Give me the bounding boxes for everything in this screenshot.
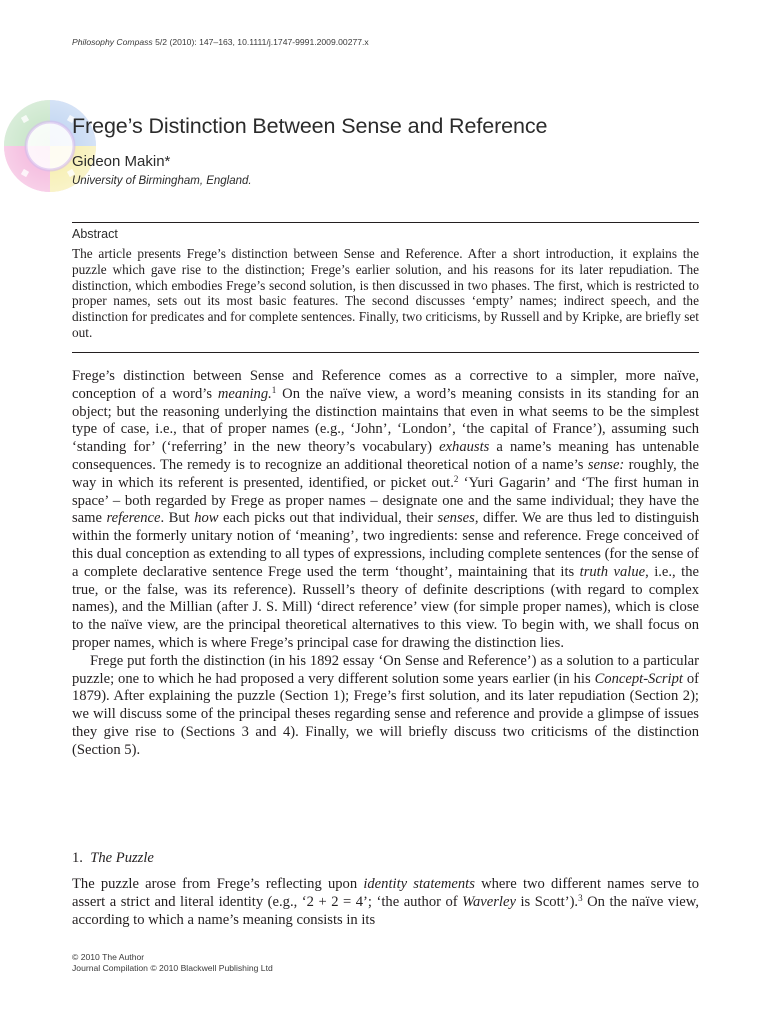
abstract-top-rule (72, 222, 699, 223)
section-heading (72, 850, 154, 867)
journal-logo (2, 72, 118, 226)
article-title: Frege’s Distinction Between Sense and Reference (72, 114, 548, 138)
body-paragraph-1: Frege’s distinction between Sense and Reference comes as a corrective to a simpler, more naïve, conception of a word’s meaning.$^1$ On the naïve view, a word’s meaning consists in its standing for an object; but the reasoning underlying the distinction maintains that even in what seems to be the simplest type of case, i.e., that of proper names (e.g., ‘John’, ‘London’, ‘the capital of France’), assuming such ‘standing for’ (‘referring’ in the new theory’s vocabulary) exhausts a name’s meaning has untenable consequences. The remedy is to recognize an additional theoretical notion of a name’s sense: roughly, the way in which its referent is presented, identified, or picket out.$^2$ ‘Yuri Gagarin’ and ‘The first human in space’ – both regarded by Frege as proper names – designate one and the same individual; they have the same reference. But how each picks out that individual, their senses, differ. We are thus led to distinguish within the formerly unitary notion of ‘meaning’, two ingredients: sense and reference. Frege conceived of this dual conception as extending to all types of expressions, including complete sentences (for the sense of a complete declarative sentence Frege used the term ‘thought’, maintaining that its truth value, i.e., the true, or the false, was its reference). Russell’s theory of definite descriptions (with regard to complex names), and the Millian (after J. S. Mill) ‘direct reference’ view (for simple proper names), which is close to the naïve view, are the principal theoretical alternatives to this view. To begin with, we shall focus on proper names, which is where Frege’s principal case for drawing the distinction lies. (72, 368, 700, 651)
footnote-ref-2[interactable]: 2 (453, 473, 459, 484)
abstract-text: The article presents Frege’s distinction between Sense and Reference. After a short introduction, it explains the puzzle which gave rise to the distinction; Frege’s earlier solution, and his reasons for its later repudiation. The distinction, which embodies Frege’s second solution, is then discussed in two phases. The first, which is restricted to proper names, sets out its most basic features. The second discusses ‘empty’ names; indirect speech, and the distinction for predicates and for complete sentences. Finally, two criticisms, by Russell and by Kripke, are briefly set out. (72, 246, 699, 340)
body-paragraph-2: Frege put forth the distinction (in his 1892 essay ‘On Sense and Reference’) as a solution to a particular puzzle; one to which he had proposed a very different solution some years earlier (in his Concept-Script of 1879). After explaining the puzzle (Section 1); Frege’s first solution, and its later repudiation (Section 2); we will discuss some of the principal theses regarding sense and reference and provide a glimpse of issues they give rise to (Sections 3 and 4). Finally, we will briefly discuss two criticisms of the distinction (Section 5). (72, 652, 699, 758)
section-number: 1. (72, 850, 83, 866)
footnote-ref-1[interactable]: 1 (271, 384, 277, 395)
section-1-paragraph: The puzzle arose from Frege’s reflecting upon identity statements where two different names serve to assert a strict and literal identity (e.g., ‘2 + 2 = 4’; ‘the author of Waverley is Scott’).$^3$ On the naïve view, according to which a name’s meaning consists in its (72, 876, 699, 928)
abstract-heading: Abstract (72, 227, 118, 241)
citation-details: 5/2 (2010): 147–163, 10.1111/j.1747-9991.2009.00277.x (155, 37, 369, 47)
section-title: The Puzzle (90, 850, 154, 866)
copyright-footer (72, 952, 273, 974)
article-body (72, 368, 699, 760)
copyright-journal: Journal Compilation © 2010 Blackwell Publishing Ltd (72, 963, 273, 973)
author-affiliation: University of Birmingham, England. (72, 175, 252, 187)
journal-name: Philosophy Compass (72, 37, 153, 47)
author-name: Gideon Makin* (72, 153, 171, 170)
copyright-author: © 2010 The Author (72, 952, 145, 962)
journal-citation (72, 37, 369, 47)
footnote-ref-3[interactable]: 3 (578, 892, 583, 903)
abstract-bottom-rule (72, 352, 699, 353)
